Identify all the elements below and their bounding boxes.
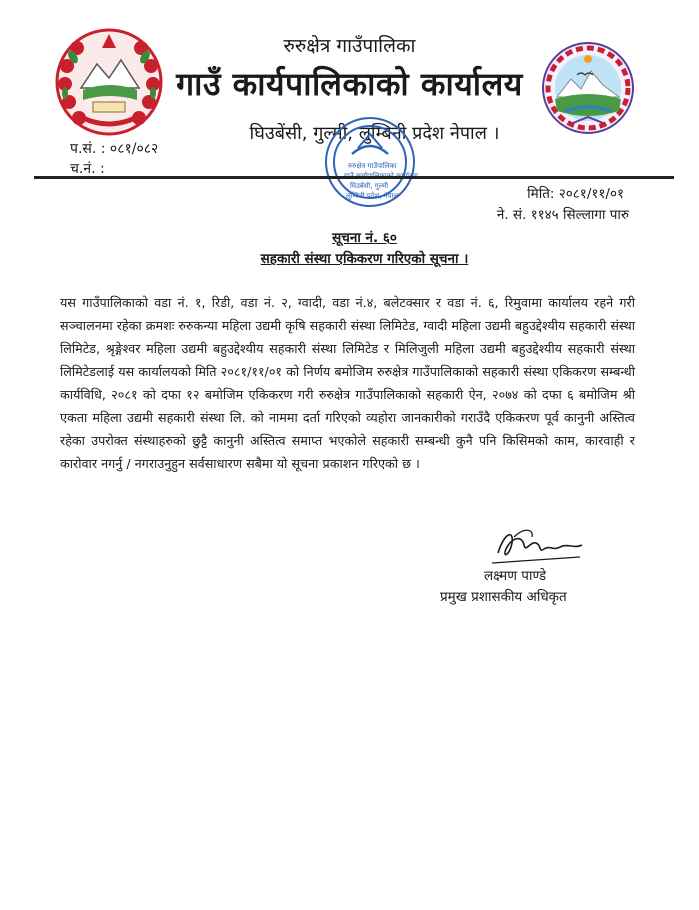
notice-number-text: सूचना नं. ६० [332, 230, 397, 246]
notice-number [0, 228, 699, 246]
stamp-line-1: रुरुक्षेत्र गाउँपालिका [348, 162, 397, 170]
notice-subject-text: सहकारी संस्था एकिकरण गरिएको सूचना । [260, 251, 469, 267]
notice-body: यस गाउँपालिकाको वडा नं. १, रिडी, वडा नं. २, ग्वादी, वडा नं.४, बलेटक्सार र वडा नं. ६, रिमुवामा कार्यालय रहने गरी सञ्चालनमा रहेका क्रमशः रुरुकन्या महिला उद्यमी कृषि सहकारी संस्था लिमिटेड, ग्वादी महिला उद्यमी बहुउद्देश्यीय सहकारी संस्था लिमिटेड, श्रृङ्गेश्वर महिला उद्यमी बहुउद्देश्यीय सहकारी संस्था लिमिटेड र मिलिजुली महिला उद्यमी बहुउद्देश्यीय सहकारी संस्था लिमिटेडलाई यस कार्यालयको मिति २०८१/११/०१ को निर्णय बमोजिम रुरुक्षेत्र गाउँपालिकाको सहकारी संस्था एकिकरण सम्बन्धी कार्यविधि, २०८१ को दफा १२ बमोजिम एकिकरण गरी रुरुक्षेत्र गाउँपालिकाको सहकारी ऐन, २०७४ को दफा ६ बमोजिम श्री एकता महिला उद्यमी सहकारी संस्था लि. को नाममा दर्ता गरिएको व्यहोरा जानकारीको गराउँदै एकिकरण पूर्व कानुनी अस्तित्व रहेका उपरोक्त संस्थाहरुको छुट्टै कानुनी अस्तित्व समाप्त भएकोले सहकारी सम्बन्धी कुनै पनि किसिमको काम, कारवाही र कारोवार नगर्नु / नगराउनुहुन सर्वसाधारण सबैमा यो सूचना प्रकाशन गरिएको छ । [60, 295, 635, 471]
header-divider [34, 176, 674, 179]
signatory-title: प्रमुख प्रशासकीय अधिकृत [440, 589, 567, 605]
notice-subject [0, 249, 699, 267]
signatory-name: लक्ष्मण पाण्डे [484, 568, 547, 584]
stamp-line-4: लुम्बिनी प्रदेश, नेपाल [346, 192, 399, 200]
office-stamp [322, 114, 418, 210]
chalani-number: च.नं. : [70, 161, 105, 177]
stamp-line-3: घिउबेंसी, गुल्मी [350, 182, 389, 190]
municipality-name: रुरुक्षेत्र गाउँपालिका [283, 35, 416, 57]
notice-date: मिति: २०८१/११/०१ [527, 186, 624, 202]
patra-sankhya: प.सं. : ०८१/०८२ [70, 141, 159, 157]
nepal-sambat-date: ने. सं. ११४५ सिल्लागा पारु [496, 207, 629, 223]
stamp-line-2: गाउँ कार्यपालिकाको कार्यालय [344, 172, 418, 180]
office-address: घिउबेंसी, गुल्मी, लुम्बिनी प्रदेश नेपाल । [249, 123, 500, 144]
signature [484, 523, 594, 567]
office-title: गाउँ कार्यपालिकाको कार्यालय [176, 65, 523, 103]
